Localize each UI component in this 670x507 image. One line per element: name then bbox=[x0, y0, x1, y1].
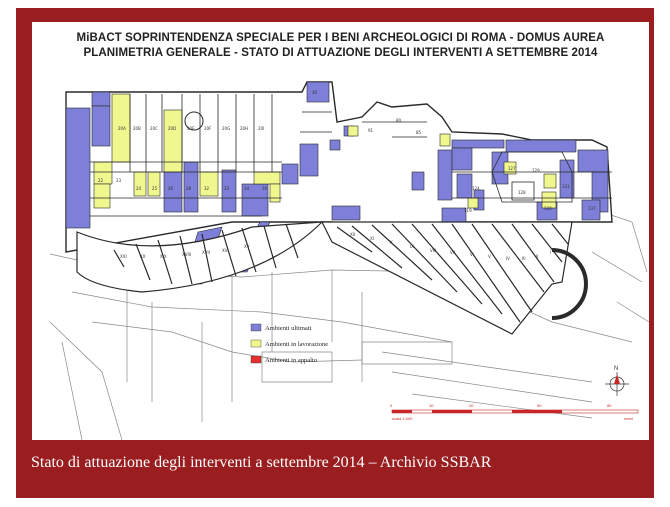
room-label: 80 bbox=[396, 118, 402, 123]
room-label: XVI bbox=[222, 248, 229, 253]
room-label: 32 bbox=[204, 186, 210, 191]
hatched-galleries bbox=[77, 222, 586, 334]
room-label: XIX bbox=[160, 254, 167, 259]
plan-panel bbox=[32, 22, 649, 440]
room-label: 26 bbox=[168, 186, 174, 191]
scale-bar bbox=[390, 403, 638, 421]
svg-text:80: 80 bbox=[607, 403, 612, 408]
room-label: V bbox=[488, 254, 491, 259]
legend-swatch-in-progress bbox=[251, 340, 261, 347]
room-label: 20E bbox=[187, 126, 195, 131]
room-label: III bbox=[522, 256, 526, 261]
room-label: 20H bbox=[240, 126, 249, 131]
room-label: 20I bbox=[258, 126, 265, 131]
svg-text:20: 20 bbox=[469, 403, 474, 408]
svg-text:50: 50 bbox=[537, 403, 542, 408]
legend-swatch-completed bbox=[251, 324, 261, 331]
scale-label: scala 1:000 bbox=[392, 416, 413, 421]
room-label: 36 bbox=[262, 186, 268, 191]
room-label: 137 bbox=[588, 206, 596, 211]
room-label: 28 bbox=[186, 186, 192, 191]
room-label: XII bbox=[350, 232, 356, 237]
room-label: 128 bbox=[518, 190, 526, 195]
room-label: 33 bbox=[224, 186, 230, 191]
room-label: XVIII bbox=[182, 252, 192, 257]
room-label: 20B bbox=[133, 126, 141, 131]
room-label: 124 bbox=[472, 186, 480, 191]
legend-swatch-tendered bbox=[251, 356, 261, 363]
room-label: 130 bbox=[544, 206, 552, 211]
room-label: 85 bbox=[416, 130, 422, 135]
room-label: IV bbox=[506, 256, 510, 261]
room-label: 20C bbox=[150, 126, 158, 131]
room-label: XXI bbox=[120, 254, 127, 259]
scale-unit: metri bbox=[624, 416, 633, 421]
room-label: 129 bbox=[532, 168, 540, 173]
room-label: 91 bbox=[368, 128, 374, 133]
room-label: I bbox=[550, 250, 552, 255]
room-label: 20D bbox=[168, 126, 177, 131]
room-label: 20F bbox=[204, 126, 212, 131]
room-label: VIII bbox=[430, 248, 437, 253]
room-label: 20G bbox=[222, 126, 231, 131]
room-label: 22 bbox=[98, 178, 104, 183]
legend bbox=[251, 324, 328, 364]
plan-title-line2: PLANIMETRIA GENERALE - STATO DI ATTUAZIONE DEGLI INTERVENTI A SETTEMBRE 2014 bbox=[83, 47, 598, 59]
north-label: N bbox=[614, 366, 619, 372]
room-label: X bbox=[390, 240, 393, 245]
svg-text:10: 10 bbox=[429, 403, 434, 408]
floor-plan-drawing bbox=[32, 22, 649, 440]
room-label: 34 bbox=[244, 186, 250, 191]
room-label: XVII bbox=[202, 250, 210, 255]
room-label: 127 bbox=[508, 166, 516, 171]
plan-title-line1: MiBACT SOPRINTENDENZA SPECIALE PER I BENI ARCHEOLOGICI DI ROMA - DOMUS AUREA bbox=[76, 32, 605, 44]
room-label: 24 bbox=[136, 186, 142, 191]
room-label: XX bbox=[140, 254, 146, 259]
room-label: VI bbox=[470, 252, 474, 257]
image-caption: Stato di attuazione degli interventi a settembre 2014 – Archivio SSBAR bbox=[31, 454, 492, 471]
legend-label-in-progress: Ambienti in lavorazione bbox=[265, 341, 329, 348]
room-label: XI bbox=[370, 236, 374, 241]
svg-text:0: 0 bbox=[390, 403, 393, 408]
room-label: 25 bbox=[152, 186, 158, 191]
room-label: II bbox=[536, 254, 539, 259]
room-label: VII bbox=[450, 250, 456, 255]
room-label: 20A bbox=[118, 126, 126, 131]
legend-label-tendered: Ambienti in appalto bbox=[265, 357, 317, 364]
room-label: 131 bbox=[562, 184, 570, 189]
room-label: 23 bbox=[116, 178, 122, 183]
north-arrow-icon bbox=[605, 366, 629, 396]
room-label: 30 bbox=[312, 90, 318, 95]
caption-frame bbox=[16, 8, 654, 498]
legend-label-completed: Ambienti ultimati bbox=[265, 325, 312, 332]
room-label: 119 bbox=[464, 208, 472, 213]
room-label: IX bbox=[410, 244, 414, 249]
room-label: XV bbox=[244, 244, 250, 249]
